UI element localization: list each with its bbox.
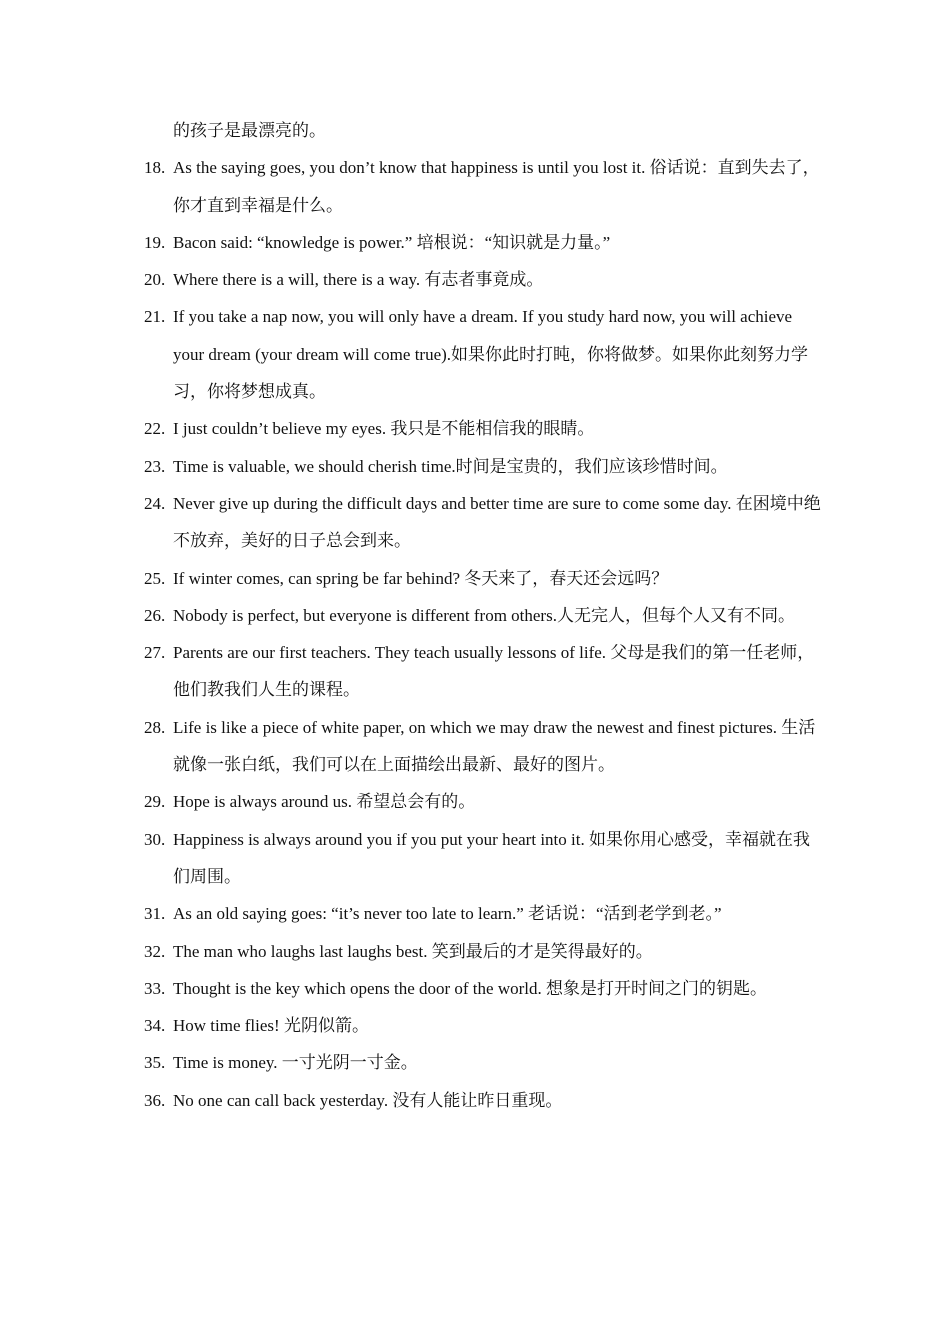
entry-number: 25. <box>144 568 166 588</box>
list-item-34 <box>144 1007 824 1044</box>
entry-number: 18. <box>144 158 166 178</box>
list-item-24 <box>144 485 824 560</box>
entry-number: 22. <box>144 419 166 439</box>
entry-number: 28. <box>144 717 166 737</box>
entry-number: 24. <box>144 493 166 513</box>
list-item-35 <box>144 1044 824 1081</box>
entry-text: Happiness is always around you if you put your heart into it. 如果你用心感受，幸福就在我们周围。 <box>173 829 810 886</box>
list-item-33 <box>144 970 824 1007</box>
list-item-22 <box>144 410 824 447</box>
entry-text: Never give up during the difficult days and better time are sure to come some day. 在困境中绝不放弃，美好的日子总会到来。 <box>173 493 821 551</box>
list-item-27 <box>144 634 824 709</box>
entry-number: 34. <box>144 1016 166 1036</box>
list-item-25 <box>144 560 824 597</box>
list-item-21 <box>144 298 824 410</box>
entry-text: Life is like a piece of white paper, on which we may draw the newest and finest pictures. 生活就像一张白纸，我们可以在上面描绘出最新、最好的图片。 <box>173 717 816 775</box>
entry-text: As the saying goes, you don’t know that happiness is until you lost it. 俗话说：直到失去了，你才直到幸福是什么。 <box>173 158 820 215</box>
list-item-18 <box>144 149 824 224</box>
entry-text: No one can call back yesterday. 没有人能让昨日重现。 <box>173 1090 563 1110</box>
list-item-29 <box>144 783 824 820</box>
entry-text: As an old saying goes: “it’s never too late to learn.” 老话说：“活到老学到老。” <box>173 904 722 924</box>
entry-number: 29. <box>144 792 166 812</box>
entry-number: 26. <box>144 605 166 625</box>
list-item-36 <box>144 1082 824 1119</box>
entry-text: The man who laughs last laughs best. 笑到最后的才是笑得最好的。 <box>173 941 653 961</box>
entry-number: 20. <box>144 270 166 290</box>
list-item-32 <box>144 933 824 970</box>
list-item-26 <box>144 597 824 634</box>
entry-text: If you take a nap now, you will only have a dream. If you study hard now, you will achieve your dream (your dream will come true).如果你此时打盹，你将做梦。如果你此刻努力学习，你将梦想成真。 <box>173 307 809 402</box>
entry-text: Time is money. 一寸光阴一寸金。 <box>173 1053 418 1073</box>
entry-number: 30. <box>144 829 166 849</box>
entry-number: 27. <box>144 643 166 663</box>
entry-text: 的孩子是最漂亮的。 <box>173 121 326 140</box>
entry-number: 32. <box>144 941 166 961</box>
list-item-19 <box>144 224 824 261</box>
entry-text: Parents are our first teachers. They teach usually lessons of life. 父母是我们的第一任老师，他们教我们人生的课程。 <box>173 643 815 700</box>
entry-text: Thought is the key which opens the door of the world. 想象是打开时间之门的钥匙。 <box>173 978 767 998</box>
list-item-20 <box>144 261 824 298</box>
entry-number: 35. <box>144 1053 166 1073</box>
entry-text: Nobody is perfect, but everyone is different from others.人无完人，但每个人又有不同。 <box>173 605 795 625</box>
entry-number: 21. <box>144 307 166 327</box>
entry-number: 33. <box>144 978 166 998</box>
list-item-30 <box>144 821 824 896</box>
entry-number: 31. <box>144 904 166 924</box>
list-item-continuation <box>144 112 824 149</box>
entry-text: Bacon said: “knowledge is power.” 培根说：“知识就是力量。” <box>173 232 611 252</box>
entry-text: Hope is always around us. 希望总会有的。 <box>173 792 476 812</box>
entry-text: Time is valuable, we should cherish time.时间是宝贵的，我们应该珍惜时间。 <box>173 456 728 476</box>
entry-number: 23. <box>144 456 166 476</box>
entry-text: How time flies! 光阴似箭。 <box>173 1016 369 1036</box>
list-item-28 <box>144 709 824 784</box>
entry-text: I just couldn’t believe my eyes. 我只是不能相信我的眼睛。 <box>173 419 595 439</box>
list-item-23 <box>144 448 824 485</box>
list-item-31 <box>144 895 824 932</box>
entry-text: If winter comes, can spring be far behind? 冬天来了，春天还会远吗？ <box>173 568 669 588</box>
entry-number: 36. <box>144 1090 166 1110</box>
entry-text: Where there is a will, there is a way. 有志者事竟成。 <box>173 270 544 290</box>
entry-number: 19. <box>144 232 166 252</box>
sentence-list <box>144 112 824 1119</box>
